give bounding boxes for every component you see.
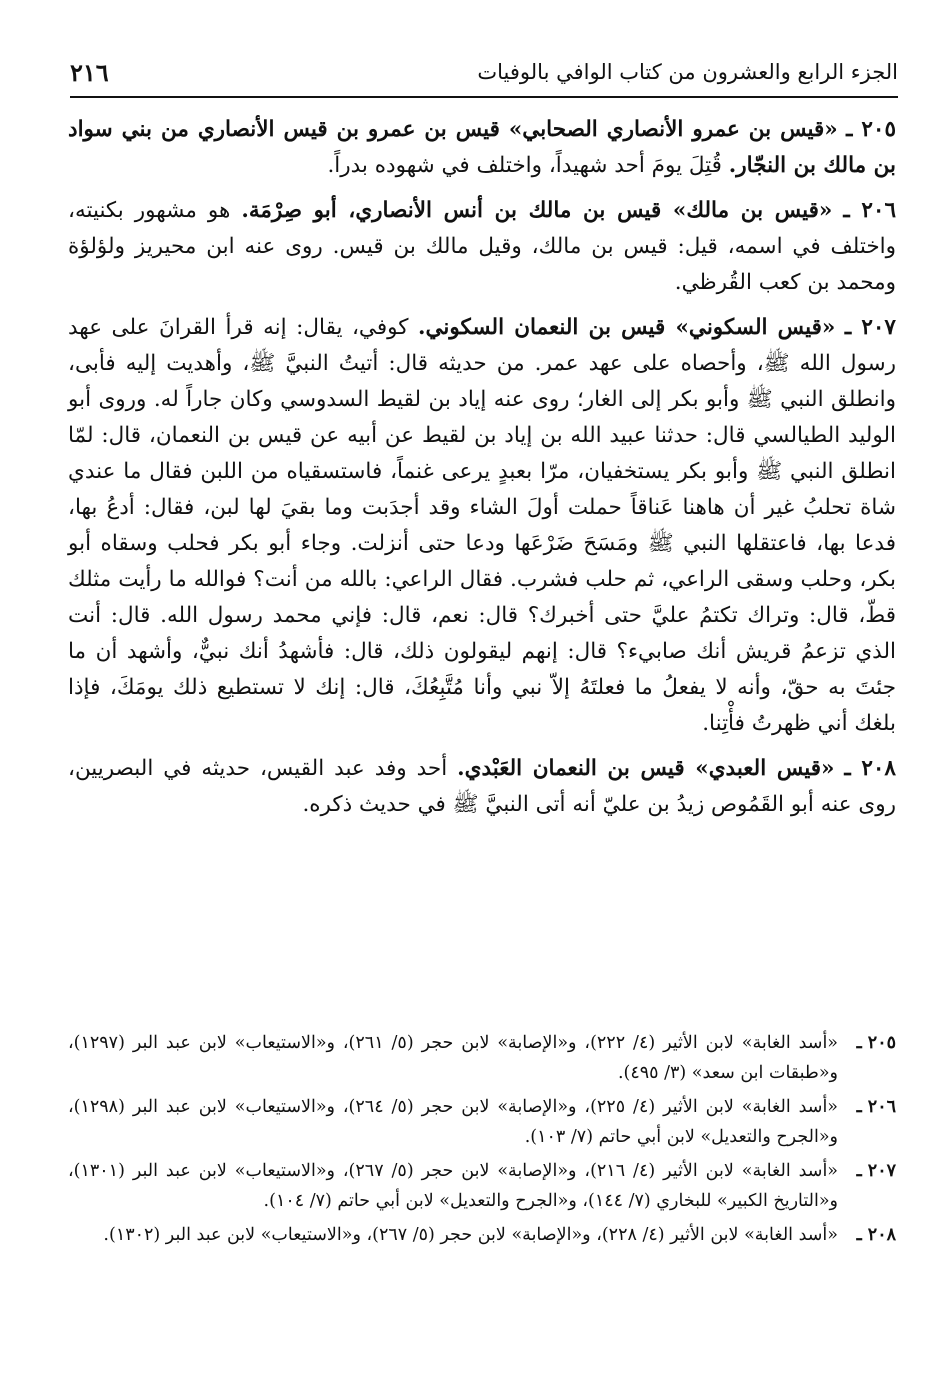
entry-text: قُتِلَ يومَ أحد شهيداً، واختلف في شهوده بدراً. <box>327 153 722 178</box>
footnote-208 <box>68 1220 896 1250</box>
footnote-text: «أسد الغابة» لابن الأثير (٤/ ٢٢٢)، و«الإصابة» لابن حجر (٥/ ٢٦١)، و«الاستيعاب» لابن عبد البر (١٢٩٧)، و«طبقات ابن سعد» (٣/ ٤٩٥). <box>68 1033 839 1083</box>
entry-206 <box>68 193 896 301</box>
entry-number: ٢٠٦ ـ <box>843 198 897 223</box>
footnote-text: «أسد الغابة» لابن الأثير (٤/ ٢٢٥)، و«الإصابة» لابن حجر (٥/ ٢٦٤)، و«الاستيعاب» لابن عبد البر (١٢٩٨)، و«الجرح والتعديل» لابن أبي حاتم (٧/ ١٠٣). <box>68 1097 839 1147</box>
footnote-205 <box>68 1028 896 1088</box>
footnote-number: ٢٠٥ ـ <box>856 1033 896 1053</box>
entry-heading: «قيس السكوني» قيس بن النعمان السكوني. <box>417 315 836 340</box>
footnotes <box>68 1028 896 1254</box>
entry-text: كوفي، يقال: إنه قرأ القرانَ على عهد رسول الله ﷺ، وأحصاه على عهد عمر. من حديثه قال: أتيتُ النبيَّ ﷺ، وأهديت إليه فأبى، وانطلق النبي ﷺ وأبو بكر إلى الغار؛ روى عنه إياد بن لقيط السدوسي وكان جاراً له. وروى أبو الوليد الطيالسي قال: حدثنا عبيد الله بن إياد بن لقيط عن أبيه عن قيس بن النعمان، قال: لمّا انطلق النبي ﷺ وأبو بكر يستخفيان، مرّا بعبدٍ يرعى غنماً، فاستسقياه من اللبن فقال ما عندي شاة تحلبُ غير أن هاهنا عَناقاً حملت أولَ الشاء وقد أجدَبت وما بقيَ لها لبن، فقال: أدعُ بها، فدعا بها، فاعتقلها النبي ﷺ ومَسَحَ ضَرْعَها ودعا حتى أنزلت. وجاء أبو بكر فحلب وسقاه أبو بكر، وحلب وسقى الراعي، ثم حلب فشرب. فقال الراعي: بالله من أنت؟ فوالله ما رأيت مثلك قطّ، قال: وتراك تكتمُ عليَّ حتى أخبرك؟ قال: نعم، قال: فإني محمد رسول الله. قال: أنت الذي تزعمُ قريش أنك صابيء؟ قال: إنهم ليقولون ذلك، قال: فأشهدُ أنك نبيٌّ، وأشهد أن ما جئتَ به حقّ، وأنه لا يفعلُ ما فعلتَهُ إلاّ نبي وأنا مُتَّبِعُكَ، قال: إنك لا تستطيع ذلك يومَكَ، فإذا بلغك أني ظهرتُ فأْتِنا. <box>68 315 896 736</box>
footnote-number: ٢٠٦ ـ <box>856 1097 896 1117</box>
footnote-206 <box>68 1092 896 1152</box>
entry-heading: «قيس العبدي» قيس بن النعمان العَبْدي. <box>457 756 835 781</box>
entry-heading: «قيس بن عمرو الأنصاري الصحابي» قيس بن عمرو بن قيس الأنصاري من بني سواد بن مالك بن النجّار. <box>68 117 896 178</box>
footnote-number: ٢٠٨ ـ <box>856 1225 896 1245</box>
entry-heading: «قيس بن مالك» قيس بن مالك بن أنس الأنصاري، أبو صِرْمَة. <box>241 198 833 223</box>
entry-208 <box>68 751 896 823</box>
main-text <box>68 112 896 832</box>
running-title: الجزء الرابع والعشرون من كتاب الوافي بالوفيات <box>477 60 898 84</box>
entry-205 <box>68 112 896 184</box>
footnote-number: ٢٠٧ ـ <box>856 1161 896 1181</box>
footnote-207 <box>68 1156 896 1216</box>
footnote-text: «أسد الغابة» لابن الأثير (٤/ ٢١٦)، و«الإصابة» لابن حجر (٥/ ٢٦٧)، و«الاستيعاب» لابن عبد البر (١٣٠١)، و«التاريخ الكبير» للبخاري (٧/ ١٤٤)، و«الجرح والتعديل» لابن أبي حاتم (٧/ ١٠٤). <box>68 1161 839 1211</box>
entry-text: هو مشهور بكنيته، واختلف في اسمه، قيل: قيس بن مالك، وقيل مالك بن قيس. روى عنه ابن محيريز ولؤلؤة ومحمد بن كعب القُرظي. <box>68 198 896 295</box>
entry-number: ٢٠٧ ـ <box>844 315 896 340</box>
entry-text: أحد وفد عبد القيس، حديثه في البصريين، روى عنه أبو القَمُوص زيدُ بن عليّ أنه أتى النبيَّ ﷺ في حديث ذكره. <box>68 756 896 817</box>
page-number: ٢١٦ <box>70 57 109 87</box>
entry-207 <box>68 310 896 742</box>
entry-number: ٢٠٥ ـ <box>846 117 896 142</box>
page-header <box>70 48 898 98</box>
entry-number: ٢٠٨ ـ <box>844 756 896 781</box>
footnote-text: «أسد الغابة» لابن الأثير (٤/ ٢٢٨)، و«الإصابة» لابن حجر (٥/ ٢٦٧)، و«الاستيعاب» لابن عبد البر (١٣٠٢). <box>103 1225 838 1245</box>
